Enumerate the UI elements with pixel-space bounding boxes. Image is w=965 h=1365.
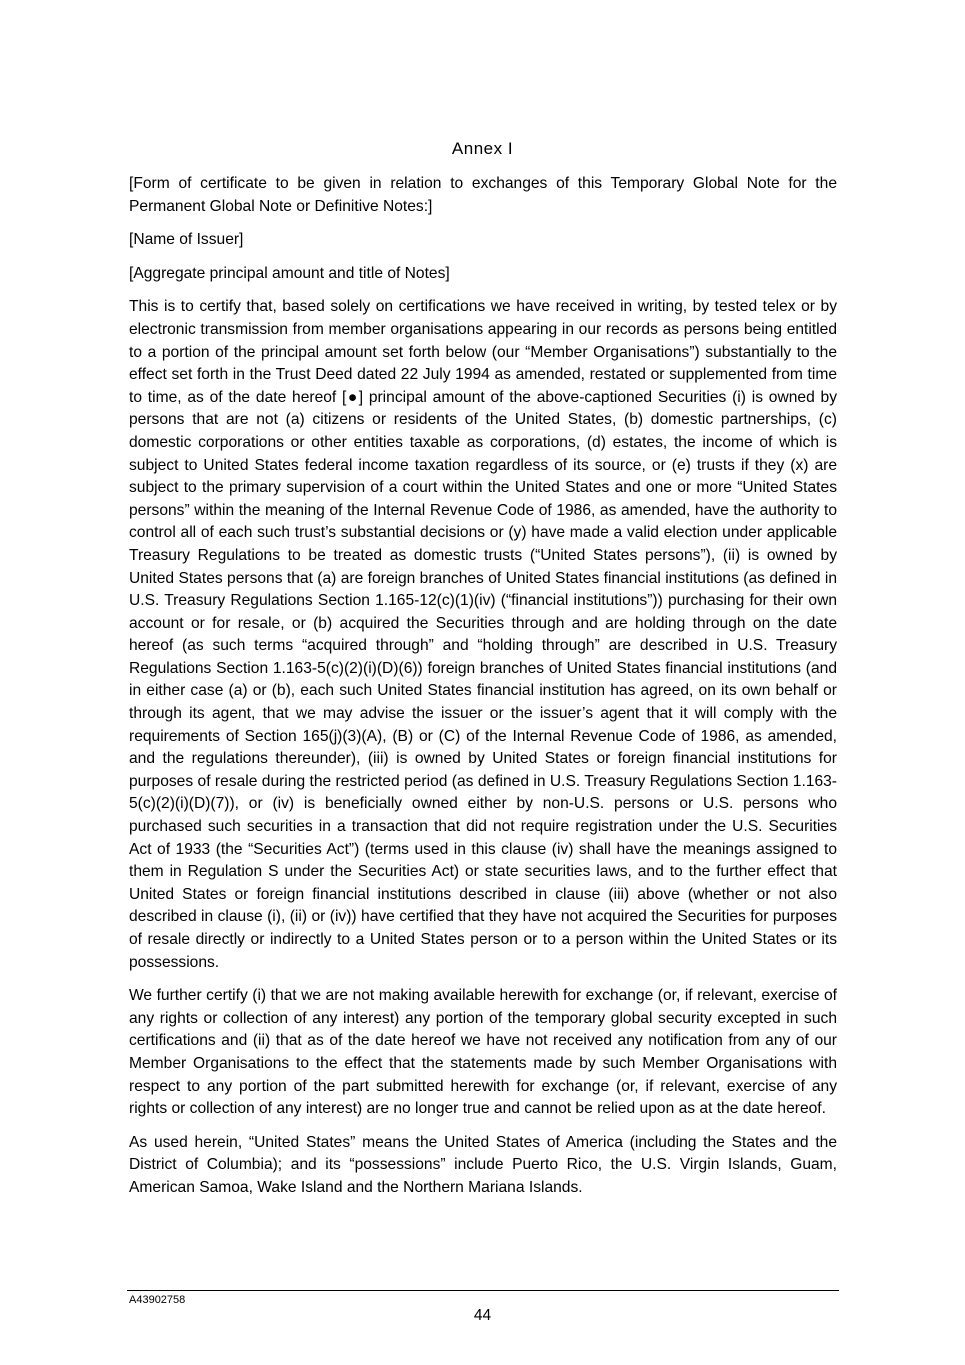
paragraph-definitions: As used herein, “United States” means the United States of America (including the States and the District of Columbia); and its “possessions” include Puerto Rico, the U.S. Virgin Islands, Guam, American Samoa, Wake Island and the Northern Mariana Islands. [129, 1133, 837, 1196]
document-reference: A43902758 [129, 1294, 186, 1306]
paragraph-aggregate-amount: [Aggregate principal amount and title of Notes] [129, 264, 450, 282]
paragraph-form-of-certificate: [Form of certificate to be given in relation to exchanges of this Temporary Global Note for the Permanent Global Note or Definitive Notes:] [129, 175, 837, 215]
footer-divider [127, 1290, 839, 1291]
page-number: 44 [473, 1307, 492, 1324]
paragraph-name-of-issuer: [Name of Issuer] [129, 231, 244, 249]
document-body [129, 173, 837, 1211]
paragraph-further-certify: We further certify (i) that we are not making available herewith for exchange (or, if relevant, exercise of any rights or collection of any interest) any portion of the temporary global security excepted in such certifications and (ii) that as of the date hereof we have not received any notification from any of our Member Organisations to the effect that the statements made by such Member Organisations with respect to any portion of the part submitted herewith for exchange (or, if relevant, exercise of any rights or collection of any interest) are no longer true and cannot be relied upon as at the date hereof. [129, 987, 837, 1118]
page-title: Annex I [451, 139, 514, 158]
paragraph-certification: This is to certify that, based solely on certifications we have received in writing, by tested telex or by electronic transmission from member organisations appearing in our records as persons being entitled to a portion of the principal amount set forth below (our “Member Organisations”) substantially to the effect set forth in the Trust Deed dated 22 July 1994 as amended, restated or supplemented from time to time, as of the date hereof [●] principal amount of the above-captioned Securities (i) is owned by persons that are not (a) citizens or residents of the United States, (b) domestic partnerships, (c) domestic corporations or other entities taxable as corporations, (d) estates, the income of which is subject to United States federal income taxation regardless of its source, or (e) trusts if they (x) are subject to the primary supervision of a court within the United States and one or more “United States persons” within the meaning of the Internal Revenue Code of 1986, as amended, have the authority to control all of each such trust’s substantial decisions or (y) have made a valid election under applicable Treasury Regulations to be treated as domestic trusts (“United States persons”), (ii) is owned by United States persons that (a) are foreign branches of United States financial institutions (as defined in U.S. Treasury Regulations Section 1.165-12(c)(1)(iv) (“financial institutions”)) purchasing for their own account or for resale, or (b) acquired the Securities through and are holding through on the date hereof (as such terms “acquired through” and “holding through” are described in U.S. Treasury Regulations Section 1.163-5(c)(2)(i)(D)(6)) foreign branches of United States financial institutions (and in either case (a) or (b), each such United States financial institution has agreed, on its own behalf or through its agent, that we may advise the issuer or the issuer’s agent that it will comply with the requirements of Section 165(j)(3)(A), (B) or (C) of the Internal Revenue Code of 1986, as amended, and the regulations thereunder), (iii) is owned by United States or foreign financial institutions for purposes of resale during the restricted period (as defined in U.S. Treasury Regulations Section 1.163-5(c)(2)(i)(D)(7)), or (iv) is beneficially owned either by non-U.S. persons or U.S. persons who purchased such securities in a transaction that did not require registration under the U.S. Securities Act of 1933 (the “Securities Act”) (terms used in this clause (iv) shall have the meanings assigned to them in Regulation S under the Securities Act) or state securities laws, and to the further effect that United States or foreign financial institutions described in clause (iii) above (whether or not also described in clause (i), (ii) or (iv)) have certified that they have not acquired the Securities for purposes of resale directly or indirectly to a United States person or to a person within the United States or its possessions. [129, 298, 837, 971]
